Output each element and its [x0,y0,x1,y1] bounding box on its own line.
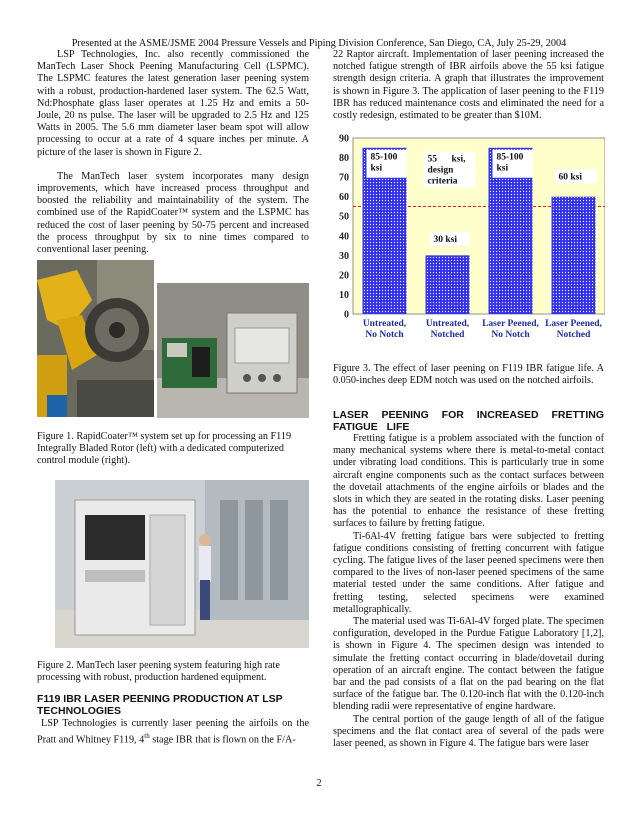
data-label: ksi [370,163,383,174]
figure-2-caption: Figure 2. ManTech laser peening system featuring high rate processing with robust, production hardened equipment. [37,660,280,684]
paragraph-fretting-intro: Fretting fatigue is a problem associated with the function of many mechanical systems where there is metal-to-metal contact under vibrating load conditions. This is particularly true in some aircraft engine components such as the contact surfaces between the dovetail attachments of the engine airfoils or blades and the slots in which they are seated in the rotating disks. Laser peening has the potential to enhance the resistance of these fretting surfaces to failure by fretting fatigue. [333,433,604,530]
paragraph-raptor-text: 22 Raptor aircraft. Implementation of laser peening increased the notched fatigue strength of IBR airfoils above the 55 ksi fatigue strength design criteria. A graph that illustrates the improvement is shown in Figure 3. The application of laser peening to the F119 IBR has reduced maintenance costs and eliminated the need for a costly redesign, estimated to be greater than $10M. [333,49,604,122]
y-tick-label: 90 [339,133,349,145]
category-label: Laser Peened, [482,319,539,329]
design-criteria-label: criteria [427,176,458,187]
figure-1-caption: Figure 1. RapidCoater™ system set up for processing an F119 Integrally Bladed Rotor (left) with a dedicated computerized control module (right). [37,431,292,467]
paragraph-raptor [333,49,604,122]
category-label: No Notch [491,330,530,340]
left-intro-text [37,49,309,256]
y-tick-label: 30 [339,250,349,262]
y-tick-label: 20 [339,270,349,282]
section-heading-f119: F119 IBR LASER PEENING PRODUCTION AT LSP TECHNOLOGIES [37,693,283,717]
y-tick-label: 40 [339,231,349,243]
data-label: 85-100 [370,152,398,163]
category-label: Untreated, [362,319,407,329]
design-criteria-label: ksi, [451,154,466,165]
figure-3-caption: Figure 3. The effect of laser peening on F119 IBR fatigue life. A 0.050-inches deep EDM notch was used on the notched airfoils. [333,363,604,387]
y-tick-label: 60 [339,192,349,204]
figure-1-photo-control-module [157,283,309,418]
category-label: Untreated, [425,319,470,329]
f119-text-end: stage IBR that is flown on the F/A- [149,734,296,746]
category-label: Notched [430,330,465,340]
design-criteria-label: 55 [427,154,437,165]
data-label: ksi [496,163,509,174]
section-heading-fretting: LASER PEENING FOR INCREASED FRETTING FATIGUE LIFE [333,409,604,433]
y-tick-label: 70 [339,172,349,184]
bar-2 [426,255,470,314]
y-tick-label: 0 [344,309,349,321]
conference-header: Presented at the ASME/JSME 2004 Pressure Vessels and Piping Division Conference, San Diego, CA, July 25-29, 2004 [71,38,567,49]
paragraph-ti-bars: Ti-6Al-4V fretting fatigue bars were subjected to fretting fatigue conditions consisting of fretting concurrent with fatigue cycling. The fatigue lives of the laser peened specimens were then compared to the lives of non-laser peened specimens of the same material tested under the same conditions. After fatigue and fretting testing, selected specimens were examined metallographically. [333,530,604,615]
paragraph-gauge: The central portion of the gauge length of all of the fatigue specimens and the flat contact area of several of the pads were laser peened, as shown in Figure 4. The fatigue bars were laser [333,713,604,750]
data-label: 30 ksi [433,234,457,245]
bar-4 [552,197,596,314]
y-tick-label: 50 [339,211,349,223]
paragraph-mantech: The ManTech laser system incorporates many design improvements, which have increased process throughput and boosted the reliability and maintainability of the system. The combined use of the RapidCoater™ system and the LSPMC has reduced the cost of laser peening by 50-75 percent and increased the process throughput by six to nine times compared to conventional laser peening. [37,170,309,256]
design-criteria-label: design [427,165,454,176]
superscript-th: th [144,732,150,741]
paragraph-lspmc: LSP Technologies, Inc. also recently commissioned the ManTech Laser Shock Peening Manufacturing Cell (LSPMC). The LSPMC features the latest generation laser peening system with a robust, production-hardened laser system. The 62.5 Watt, Nd:Phosphate glass laser operates at 1.25 Hz and emits a 50-Joule, 20 ns pulse. The laser will be upgraded to 2.5 Hz and 125 Watts in 2005. The 5.6 mm diameter laser beam spot will allow processing to occur at a rate of 4 square inches per minute. A picture of the laser is shown in Figure 2. [37,49,309,158]
y-tick-label: 80 [339,153,349,165]
data-label: 60 ksi [558,172,582,183]
y-tick-label: 10 [339,289,349,301]
data-label: 85-100 [496,152,524,163]
paragraph-material: The material used was Ti-6Al-4V forged plate. The specimen configuration, developed in the Purdue Fatigue Laboratory [1,2], is shown in Figure 4. The specimen design was intended to simulate the fretting contact occurring in blade/dovetail during operation of an aircraft engine. The contact between the fatigue bar and the pad consists of a flat on the pad bearing on the flat surface of the fatigue bar. The 0.120-inch flat with the 0.120-inch blending radii were representative of engine hardware. [333,616,604,713]
page-number: 2 [316,778,322,789]
f119-text-start: LSP Technologies is currently laser peening the airfoils on the Pratt and Whitney F119, 4 [37,718,309,746]
paragraph-f119-start [37,718,309,747]
figure-2-photo-laser-cell [55,480,309,648]
right-fretting-text [333,433,604,750]
figure-3-chart [333,130,605,350]
category-label: No Notch [365,330,404,340]
category-label: Notched [556,330,591,340]
category-label: Laser Peened, [545,319,602,329]
figure-1-photo-robot [37,260,154,417]
